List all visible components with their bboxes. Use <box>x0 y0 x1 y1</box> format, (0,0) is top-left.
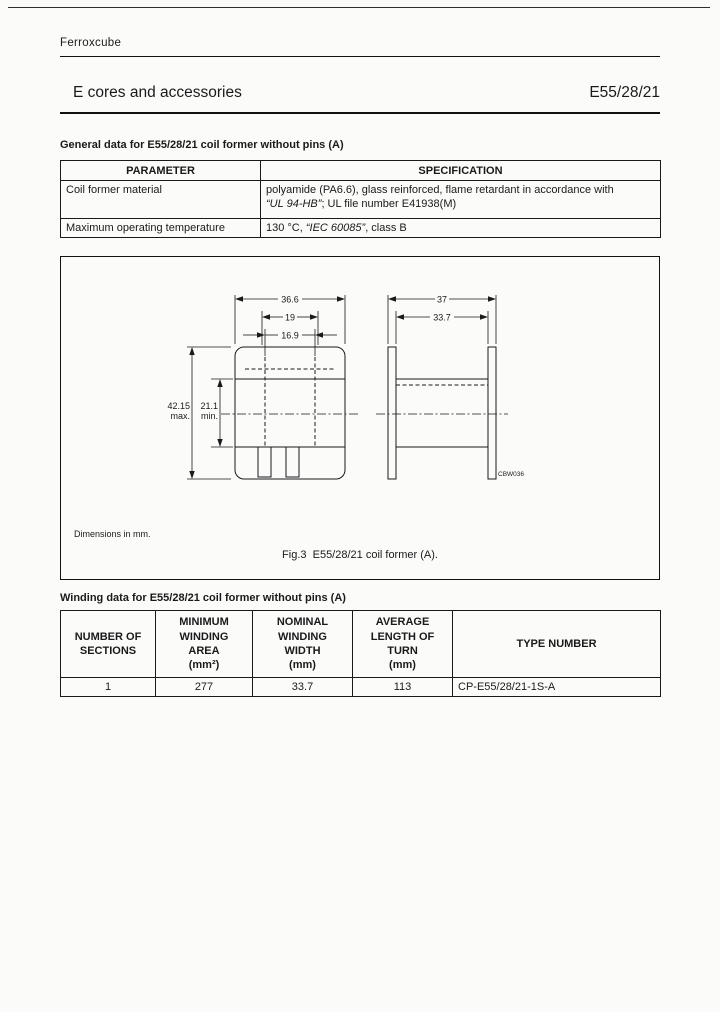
dim-front-mid-width: 19 <box>284 312 296 323</box>
figure-box <box>60 256 660 580</box>
header-rule-top <box>60 56 660 57</box>
avg-length-value: 113 <box>353 678 453 697</box>
front-view <box>221 347 359 479</box>
specification-cell <box>261 219 661 238</box>
type-number-value: CP-E55/28/21-1S-A <box>453 678 661 697</box>
side-view-flange <box>388 347 396 479</box>
winding-data-row <box>61 678 661 697</box>
part-number: E55/28/21 <box>589 84 660 101</box>
spec-italic: “IEC 60085” <box>305 222 366 234</box>
spec-italic: “UL 94-HB” <box>266 198 322 211</box>
table-row-temperature <box>61 219 661 238</box>
front-view-leg <box>258 447 271 477</box>
side-view <box>376 347 508 479</box>
header-line: NOMINAL <box>276 616 329 629</box>
general-header-row <box>61 161 661 181</box>
header-line: NUMBER OF <box>74 630 142 643</box>
min-area-value: 277 <box>156 678 253 697</box>
brand-name: Ferroxcube <box>60 37 122 49</box>
sections-value: 1 <box>61 678 156 697</box>
spec-line-1: polyamide (PA6.6), glass reinforced, flame retardant in accordance with <box>266 184 614 196</box>
page-title: E cores and accessories <box>73 84 242 101</box>
header-line: (mm²) <box>188 659 220 672</box>
figure-caption: Fig.3 E55/28/21 coil former (A). <box>282 549 438 561</box>
spec-prefix: 130 °C, <box>266 222 306 234</box>
header-line: (mm) <box>289 659 316 672</box>
winding-col-nominal-width <box>253 611 353 678</box>
front-view-leg <box>286 447 299 477</box>
scan-artifact-line <box>8 7 710 8</box>
dim-side-outer-width: 37 <box>436 294 448 305</box>
header-line: MINIMUM <box>179 616 229 629</box>
winding-header-row <box>61 611 661 678</box>
winding-col-sections <box>61 611 156 678</box>
general-section-heading: General data for E55/28/21 coil former without pins (A) <box>60 139 344 151</box>
dim-side-inner-width: 33.7 <box>433 312 451 323</box>
winding-data-table <box>60 610 661 697</box>
spec-suffix: , class B <box>365 222 407 234</box>
header-line: SECTIONS <box>79 645 137 657</box>
dim-height-max-label: max. <box>170 411 190 421</box>
parameter-cell: Maximum operating temperature <box>61 219 261 238</box>
header-line: TYPE NUMBER <box>516 637 597 650</box>
table-row-material <box>61 181 661 219</box>
winding-col-min-area <box>156 611 253 678</box>
header-rule-bottom <box>60 112 660 114</box>
dim-height-min-label: min. <box>200 411 218 421</box>
dim-height-min: 21.1 <box>200 401 218 411</box>
header-line: AVERAGE <box>375 616 430 629</box>
header-line: WINDING <box>278 630 327 643</box>
dimensions-note: Dimensions in mm. <box>74 529 151 539</box>
nominal-width-value: 33.7 <box>253 678 353 697</box>
header-line: (mm) <box>389 659 416 672</box>
front-view-outline <box>235 347 345 479</box>
header-line: AREA <box>188 645 220 657</box>
general-col-parameter: PARAMETER <box>61 161 261 181</box>
winding-col-type-number <box>453 611 661 678</box>
header-line: WIDTH <box>284 645 321 657</box>
dim-front-outer-width: 36.6 <box>281 294 299 305</box>
parameter-cell: Coil former material <box>61 181 261 219</box>
technical-drawing <box>61 257 659 507</box>
dim-front-inner-width: 16.9 <box>281 330 299 341</box>
spec-rest: ; UL file number E41938(M) <box>321 198 457 211</box>
header-line: LENGTH OF <box>370 630 435 643</box>
spec-line-2 <box>266 197 655 211</box>
header-line: TURN <box>387 645 418 657</box>
winding-section-heading: Winding data for E55/28/21 coil former without pins (A) <box>60 592 346 604</box>
side-view-flange <box>488 347 496 479</box>
dimension-lines <box>187 295 496 479</box>
general-data-table <box>60 160 661 238</box>
title-row <box>60 84 660 102</box>
dim-height-max: 42.15 <box>167 401 190 411</box>
drawing-code: CBW036 <box>498 471 525 478</box>
header-line: WINDING <box>179 630 229 643</box>
specification-cell <box>261 181 661 219</box>
general-col-specification: SPECIFICATION <box>261 161 661 181</box>
winding-col-avg-length <box>353 611 453 678</box>
